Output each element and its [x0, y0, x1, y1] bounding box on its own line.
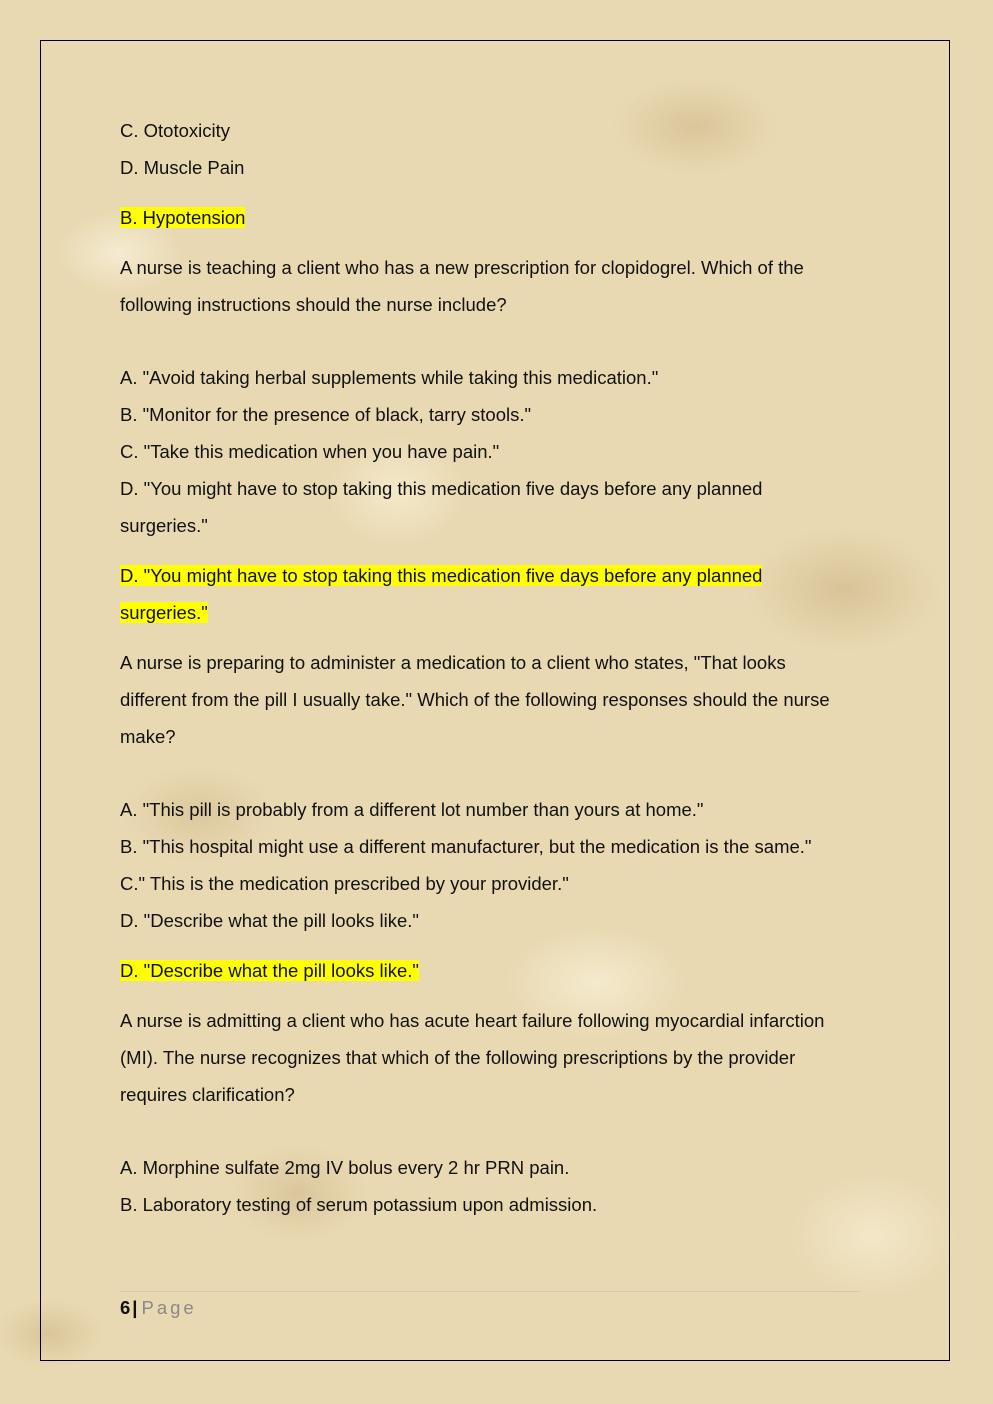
option-b: B. Laboratory testing of serum potassium upon admission.: [120, 1194, 598, 1215]
question-stem: A nurse is teaching a client who has a new prescription for clopidogrel. Which of the: [120, 257, 804, 278]
option-a: A. "Avoid taking herbal supplements while taking this medication.": [120, 367, 659, 388]
question-stem: A nurse is preparing to administer a medication to a client who states, "That looks: [120, 652, 786, 673]
option-b: B. "This hospital might use a different manufacturer, but the medication is the same.": [120, 836, 812, 857]
footer-rule: [120, 1291, 860, 1292]
option-a: A. Morphine sulfate 2mg IV bolus every 2 hr PRN pain.: [120, 1157, 570, 1178]
page-label: Page: [141, 1297, 197, 1318]
option-d: D. "You might have to stop taking this medication five days before any planned: [120, 478, 763, 499]
option-c: C." This is the medication prescribed by your provider.": [120, 873, 569, 894]
option-c: C. Ototoxicity: [120, 120, 230, 141]
option-d-continued: surgeries.": [120, 515, 208, 536]
option-c: C. "Take this medication when you have pain.": [120, 441, 500, 462]
answer-highlight: surgeries.": [120, 602, 208, 623]
page-footer: [120, 1294, 197, 1322]
question-stem: make?: [120, 726, 176, 747]
option-d: D. Muscle Pain: [120, 157, 245, 178]
option-b: B. "Monitor for the presence of black, tarry stools.": [120, 404, 532, 425]
answer-highlight: B. Hypotension: [120, 207, 246, 228]
document-content: [120, 112, 880, 1223]
option-a: A. "This pill is probably from a different lot number than yours at home.": [120, 799, 704, 820]
question-stem: A nurse is admitting a client who has acute heart failure following myocardial infarction: [120, 1010, 825, 1031]
question-stem: (MI). The nurse recognizes that which of the following prescriptions by the provider: [120, 1047, 796, 1068]
question-stem: different from the pill I usually take." Which of the following responses should the nurse: [120, 689, 830, 710]
answer-highlight: D. "You might have to stop taking this medication five days before any planned: [120, 565, 763, 586]
answer-highlight: D. "Describe what the pill looks like.": [120, 960, 419, 981]
question-stem: following instructions should the nurse include?: [120, 294, 507, 315]
footer-separator: |: [132, 1297, 138, 1318]
page-number: 6: [120, 1297, 131, 1318]
option-d: D. "Describe what the pill looks like.": [120, 910, 419, 931]
question-stem: requires clarification?: [120, 1084, 295, 1105]
